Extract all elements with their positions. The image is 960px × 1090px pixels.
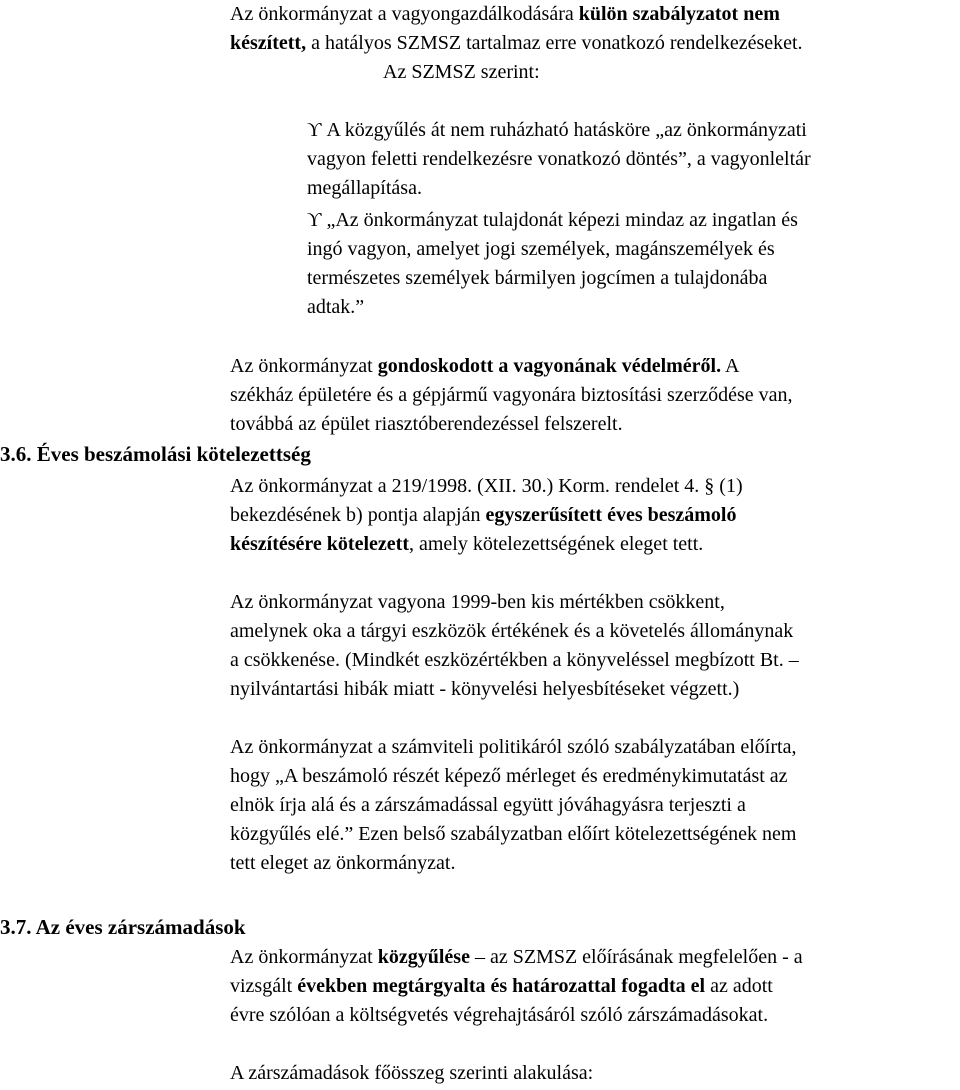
bullet-item: ϒ „Az önkormányzat tulajdonát képezi mindaz az ingatlan és: [307, 209, 798, 231]
text-line: természetes személyek bármilyen jogcímen a tulajdonába: [307, 267, 768, 289]
text-line: adtak.”: [307, 296, 365, 318]
text-line: Az önkormányzat közgyűlése – az SZMSZ előírásának megfelelően - a: [230, 946, 803, 968]
text-line: székház épületére és a gépjármű vagyonára biztosítási szerződése van,: [230, 384, 793, 406]
paragraph-totals-intro: A zárszámadások főösszeg szerinti alakulása:: [230, 1062, 594, 1084]
text-line: továbbá az épület riasztóberendezéssel felszerelt.: [230, 413, 623, 435]
bold-phrase: gondoskodott a vagyonának védelméről.: [377, 355, 722, 377]
text-line: Az SZMSZ szerint:: [383, 61, 540, 83]
text-line: Az önkormányzat vagyona 1999-ben kis mértékben csökkent,: [230, 591, 725, 613]
text-line: vagyon feletti rendelkezésre vonatkozó döntés”, a vagyonleltár: [307, 148, 811, 170]
bullet-icon: ϒ: [307, 209, 322, 231]
bold-phrase: külön szabályzatot nem: [578, 3, 780, 25]
bold-phrase: években megtárgyalta és határozattal fogadta el: [297, 975, 706, 997]
bold-phrase: közgyűlése: [377, 946, 470, 968]
bullet-icon: ϒ: [307, 119, 322, 141]
section-number: 3.7.: [0, 915, 32, 939]
text-line: a csökkenése. (Mindkét eszközértékben a könyveléssel megbízott Bt. –: [230, 649, 799, 671]
text-line: amelynek oka a tárgyi eszközök értékének és a követelés állománynak: [230, 620, 794, 642]
text-line: bekezdésének b) pontja alapján egyszerűsített éves beszámoló: [230, 504, 737, 526]
section-heading-3-6: [0, 440, 311, 469]
bold-phrase: egyszerűsített éves beszámoló: [485, 504, 737, 526]
text-line: Az önkormányzat gondoskodott a vagyonának védelméről. A: [230, 355, 740, 377]
text-line: évre szólóan a költségvetés végrehajtásáról szóló zárszámadásokat.: [230, 1004, 769, 1026]
text-line: elnök írja alá és a zárszámadással együtt jóváhagyásra terjeszti a: [230, 794, 746, 816]
bold-phrase: készítésére kötelezett: [230, 533, 409, 555]
section-heading-3-7: [0, 913, 246, 942]
text-line: megállapítása.: [307, 177, 422, 199]
text-line: készített, a hatályos SZMSZ tartalmaz erre vonatkozó rendelkezéseket.: [230, 32, 803, 54]
text-line: Az önkormányzat a vagyongazdálkodására külön szabályzatot nem: [230, 3, 780, 25]
text-line: készítésére kötelezett, amely kötelezettségének eleget tett.: [230, 533, 704, 555]
section-title: Éves beszámolási kötelezettség: [36, 442, 311, 466]
text-line: tett eleget az önkormányzat.: [230, 852, 456, 874]
text-line: nyilvántartási hibák miatt - könyvelési helyesbítéseket végzett.): [230, 678, 740, 700]
bullet-item: ϒ A közgyűlés át nem ruházható hatásköre „az önkormányzati: [307, 119, 807, 141]
section-title: Az éves zárszámadások: [35, 915, 246, 939]
text-line: vizsgált években megtárgyalta és határozattal fogadta el az adott: [230, 975, 773, 997]
bold-phrase: készített,: [230, 32, 307, 54]
text-line: Az önkormányzat a számviteli politikáról szóló szabályzatában előírta,: [230, 736, 797, 758]
text-line: Az önkormányzat a 219/1998. (XII. 30.) Korm. rendelet 4. § (1): [230, 475, 743, 497]
section-number: 3.6.: [0, 442, 32, 466]
text-line: ingó vagyon, amelyet jogi személyek, magánszemélyek és: [307, 238, 775, 260]
text-line: hogy „A beszámoló részét képező mérleget és eredménykimutatást az: [230, 765, 788, 787]
text-line: közgyűlés elé.” Ezen belső szabályzatban előírt kötelezettségének nem: [230, 823, 797, 845]
